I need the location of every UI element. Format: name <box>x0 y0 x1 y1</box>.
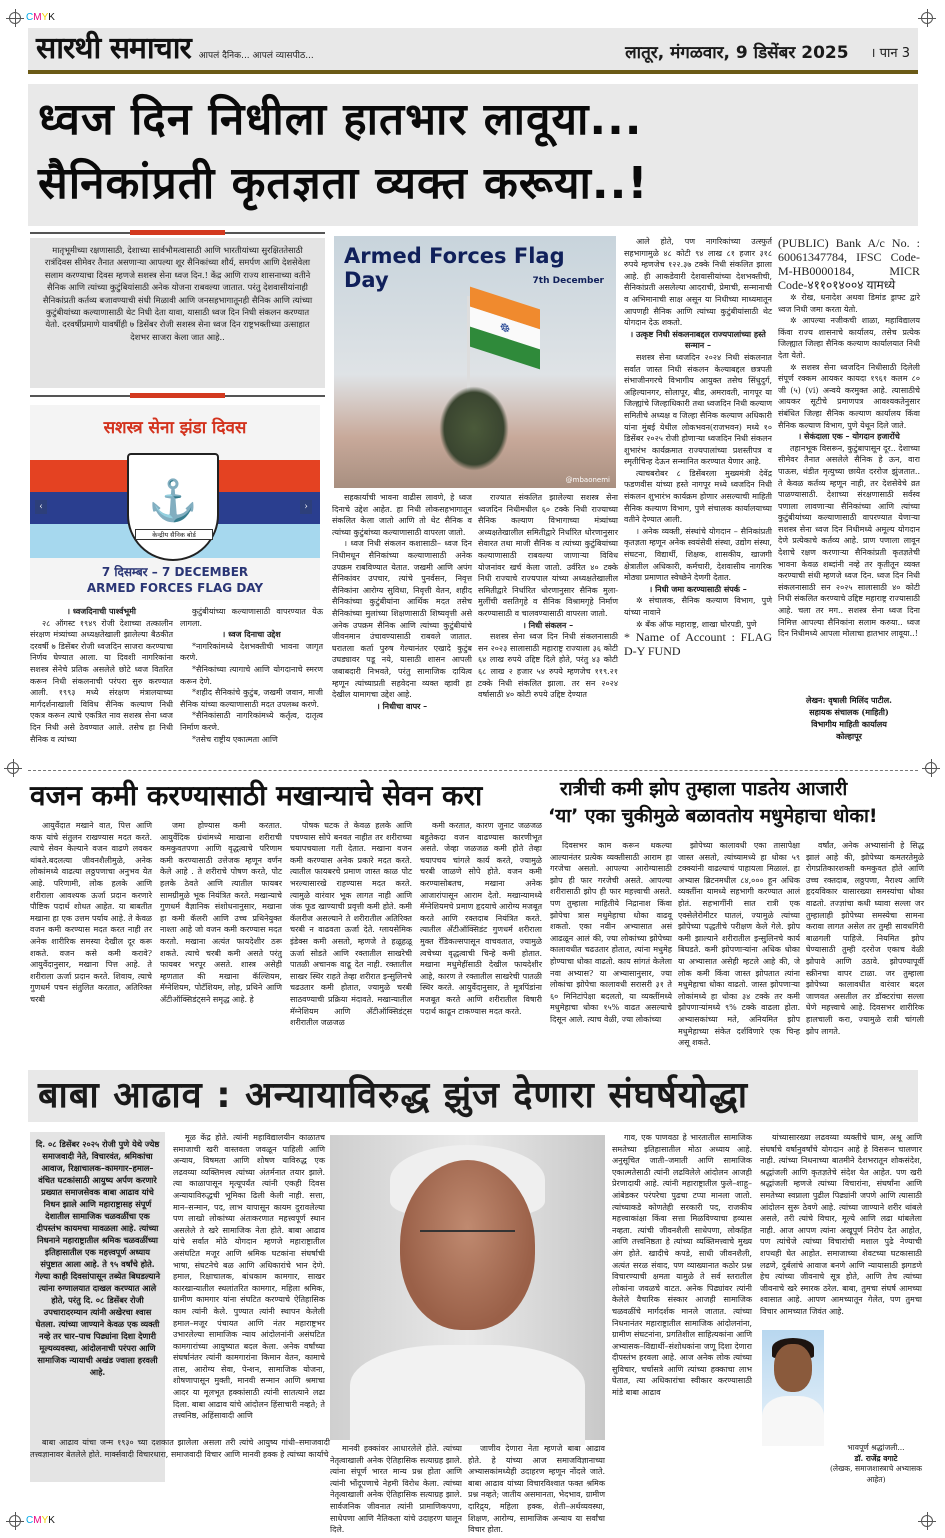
indian-flag-icon: ☸ <box>470 287 540 370</box>
article-column: वर्षांत, अनेक अभ्यासांनी हे सिद्ध झालं आहे की, झोपेच्या कमतरतेमुळे रोगप्रतिकारशक्ती कमकुवत होते आणि उच्च रक्तदाब, लठ्ठपणा, नैराश्य आणि हृदयविकार यासारख्या समस्यांचा धोका वाढतो. तज्ज्ञांचा कधी घ्यावा सल्ला जर तुम्हालाही झोपेच्या समस्येचा सामना करावा लागत असेल तर तुम्ही सावधगिरी बाळगली पाहिजे. नियमित झोप घेण्यासाठी तुम्ही दररोज एकाच वेळी झोपावे आणि उठावे. झोपण्यापूर्वी स्क्रीनचा वापर टाळा. जर तुम्हाला झोपेच्या कालावधीत वारंवार बदल जाणवत असतील तर डॉक्टरांचा सल्ला घेणे महत्त्वाचे आहे. दिवसभर शारीरिक हालचाली करा, ज्यामुळे रात्री चांगली झोप लागते. <box>806 841 924 1036</box>
paragraph: ✲ संचालक, सैनिक कल्याण विभाग, पुणे यांच्या नावाने <box>624 596 772 617</box>
flag-day-banner <box>30 405 320 600</box>
paragraph: *शहीद सैनिकांचे कुटुंब, जखमी जवान, माजी सैनिक यांच्या कल्याणासाठी मदत उपलब्ध करणे. <box>180 688 323 709</box>
paragraph: । ध्वज निधी संकलन कशासाठी– ध्वज दिन निधीमधून सैनिकांच्या कल्याणासाठी अनेक उपक्रम राबविण्यात येतात. जखमी आणि अपंग सैनिकांवर उपचार, त्यांचे पुनर्वसन, निवृत्त सैनिकांना आरोग्य सुविधा, निवृत्ती वेतन, शहीद सैनिकांच्या कुटुंबीयांना आर्थिक मदत तसेच सैनिकांच्या मुलांच्या शिक्षणासाठी शिष्यवृत्ती असे अनेक उपक्रम सैनिक आणि त्यांच्या कुटुंबीयांचे जीवनमान उंचावण्यासाठी राबवले जातात. घरातला कर्ता पुरुष गेल्यानंतर एखादे कुटुंब उघड्यावर पडू नये, यासाठी शासन आपली जबाबदारी निभवते, परंतु सामाजिक दायित्व म्हणून त्यांच्याप्रती सहवेदना व्यक्त व्हावी हा देखील यामागचा उद्देश आहे. <box>332 539 472 700</box>
paragraph: ✲ सशस्त्र सेना ध्वजदिन निधीसाठी दिलेली संपूर्ण रक्कम आयकर कायदा १९६१ कलम ८० जी (५) (vi) अन्वये करमुक्त आहे. त्यासाठीचे आयकर सूटीचे प्रमाणपत्र आवश्यकतेनुसार संबंधित जिल्हा सैनिक कल्याण कार्यालय किंवा सैनिक कल्याण विभाग, पुणे येथून दिले जाते. <box>778 362 920 430</box>
byline-author: लेखन: वृषाली मिलिंद पाटील. <box>806 695 892 705</box>
divider <box>30 232 325 234</box>
subheading: । सेकंदाला एक – योगदान हजारोंचे <box>798 431 900 442</box>
article-column: कमी करतात, कारण जुनाट जळजळ बहुतेकदा वजन वाढण्यास कारणीभूत असते. जेव्हा जळजळ कमी होते तेव्हा चयापचय चांगले कार्य करते, ज्यामुळे चरबी जाळणे सोपे होते. वजन कमी करण्यासोबतच, मखाना अनेक आजारांपासून आराम देतो. मखान्यामध्ये मॅग्नेशियमचे प्रमाण हृदयाचे आरोग्य मजबूत करते आणि रक्तदाब नियंत्रित करते. त्यातील अँटीऑक्सिडंट गुणधर्म शरीराला मुक्त रॅडिकल्सपासून वाचवतात, ज्यामुळे त्वचेच्या वृद्धत्वाची चिन्हे कमी होतात. मखाना मधुमेहींसाठी देखील फायदेशीर आहे, कारण ते रक्तातील साखरेची पातळी स्थिर करते. आयुर्वेदानुसार, ते मूत्रपिंडांना मजबूत करते आणि शरीरातील विषारी पदार्थ काढून टाकण्यास मदत करते. <box>420 821 542 1016</box>
tribute-signature <box>826 1443 926 1485</box>
subheading: । ध्वज दिनाचा उद्देश <box>222 629 281 640</box>
paragraph: *नागरिकांमध्ये देशभक्तीची भावना जागृत करणे. <box>180 641 323 663</box>
article-column <box>173 1132 325 1435</box>
registration-mark-icon <box>9 12 21 24</box>
baba-headline: बाबा आढाव : अन्यायाविरुद्ध झुंज देणारा संघर्षयोद्धा <box>38 1075 749 1116</box>
article-column: बाबा आढाव यांचा जन्म १९३० च्या दशकात झालेला असला तरी त्यांचे आयुष्य गांधी–समाजवादी तत्त्वज्ञानावर बेतलेले होते. मार्क्सवादी विचारधारा, समाजवादी विचार आणि मानवी हक्क हे त्यांच्या कार्याचे <box>30 1438 330 1459</box>
article-column: गाव, एक पाणवठा हे भारतातील सामाजिक समतेच्या इतिहासातील मोठा अध्याय आहे. अनुसूचित जाती–जमाती आणि सामाजिक एकात्मतेसाठी त्यांनी लढविलेले आंदोलन आजही प्रेरणादायी आहे. त्यांनी महाराष्ट्रातील फुले–शाहू–आंबेडकर परंपरेचा पुढचा टप्पा मानला जातो. त्यांच्याकडे कोणतेही सरकारी पद, राजकीय महत्त्वाकांक्षा किंवा सत्ता मिळविण्याचा हव्यास नव्हता. त्यांची जीवनशैली साधेपणा, लोकहित आणि तत्त्वनिष्ठता हे त्यांच्या व्यक्तिमत्त्वाचे मुख्य अंग होते. खादीचे कपडे, साधी जीवनशैली, अत्यंत सरळ संवाद, पण व्याख्यानात कठोर प्रश्न विचारण्याची क्षमता यामुळे ते सर्व स्तरातील लोकांना जवळचे वाटत. अनेक पिढ्यांवर त्यांनी केलेले वैचारिक संस्कार आजही सामाजिक चळवळींचे मार्गदर्शक मानले जातात. त्यांच्या निधनानंतर महाराष्ट्रातील सामाजिक आंदोलनांना, ग्रामीण संघटनांना, प्रगतिशील साहित्यकांना आणि अभ्यासक–विद्यार्थी–संशोधकांना जणू दिशा देणारा दीपस्तंभ हरवला आहे. आज अनेक लोक त्यांच्या सुविचार, चर्चासत्रे आणि त्यांच्या हक्काचा लाभ घेतात, त्या अधिकारांचा स्वीकार करण्यासाठी मांडे बाबा आढाव <box>612 1133 752 1398</box>
sleep-headline-2: ‘या’ एका चुकीमुळे बळावतोय मधुमेहाचा धोका! <box>548 805 878 827</box>
paragraph: सशस्त्र सेना ध्वजदिन २०२४ निधी संकलनात सर्वात जास्त निधी संकलन केल्याबद्दल छत्रपती संभाजीनगरचे विभागीय आयुक्त तसेच सिंधुदुर्ग, अहिल्यानगर, सोलापूर, बीड, अमरावती, नागपूर या जिल्ह्यांचे जिल्हाधिकारी तथा ध्वजदिन निधी कल्याण समितीचे अध्यक्ष व जिल्हा सैनिक कल्याण अधिकारी यांना मुंबई येथील लोकभवन(राजभवन) मध्ये १० डिसेंबर २०२५ रोजी होणाऱ्या ध्वजदिन निधी संकलन शुभारंभ कार्यक्रमात राज्यपालांच्या प्रशस्तीपत्र व स्मृतीचिन्ह देऊन सन्मानित करण्यात येणार आहे. <box>624 352 772 467</box>
paragraph: *तसेच राष्ट्रीय एकात्मता आणि <box>192 734 278 744</box>
photo-title: Armed Forces Flag Day <box>344 244 565 292</box>
subheading: । निधी संकलन – <box>522 619 574 630</box>
subheading: । ध्वजदिनाची पार्श्वभूमी <box>67 606 136 616</box>
paragraph: सशस्त्र सेना ध्वज दिन निधी संकलनासाठी सन २०२३ सालासाठी महाराष्ट्र राज्याला ३६ कोटी ६४ लाख रुपये उद्दिष्ट दिले होते, परंतु ४३ कोटी ६८ लाख २ हजार ५४ रुपये म्हणजेच ११९.२१ टक्के निधी संकलित झाला. तर सन २०२४ वर्षासाठी ४० कोटी रुपये उद्दिष्ट देण्यात <box>478 632 618 700</box>
article-column <box>30 606 173 766</box>
paragraph: ✲ बँक ऑफ महाराष्ट्र, शाखा घोरपडी, पुणे <box>636 619 757 629</box>
banner-hindi-title: सशस्त्र सेना झंडा दिवस <box>103 418 247 438</box>
article-column: जाणीव देणारा नेता म्हणजे बाबा आढाव होते. हे यांच्या आज समाजविज्ञानाच्या अभ्यासकांमध्येही उदाहरण म्हणून नोंदले जाते. बाबा आढाव यांच्या विचारविश्वात फक्त श्रमिक प्रश्न नव्हते; जातीय असमानता, भेदभाव, ग्रामीण दारिद्र्य, महिला हक्क, शेती–अर्थव्यवस्था, शिक्षण, आरोग्य, सामाजिक अन्याय या सर्वांचा विचार होता. <box>468 1444 605 1535</box>
paragraph: मूळ केंद्र होते. त्यांनी महाविद्यालयीन काळातच समाजाची खरी वास्तवता जवळून पाहिली आणि अन्याय, विषमता आणि शोषण याविरुद्ध एक लढवय्या व्यक्तिमत्त्व त्यांच्या अंतर्मनात तयार झाले. त्या काळापासून मृत्यूपर्यंत त्यांनी एकही दिवस अन्यायाविरुद्धची भूमिका ढिली केली नाही. सत्ता, मान–सन्मान, पद, लाभ यापासून कायम दुरावलेल्या पण लाखो लोकांच्या अंतःकरणात महत्त्वपूर्ण स्थान असलेले ते खरे सामाजिक नेता होते. बाबा आढाव यांचे सर्वात मोठे योगदान म्हणजे महाराष्ट्रातील असंघटित मजूर आणि श्रमिक घटकांना संघर्षाची भाषा, संघटनेचे बळ आणि अधिकारांचे भान देणे. हमाल, रिक्षाचालक, बांधकाम कामगार, साखर कारखान्यातील स्थलांतरित कामगार, महिला श्रमिक, ग्रामीण कामगार यांना संघटित करण्याचे ऐतिहासिक काम त्यांनी केले. पुण्यात त्यांनी स्थापन केलेली हमाल–मजूर पंचायत आणि नंतर महाराष्ट्रभर उभारलेल्या सामाजिक न्याय आंदोलनांनी असंघटित कामगारांच्या आयुष्यात बदल केला. अनेक वर्षांच्या संघर्षानंतर त्यांनी कामगारांना किमान वेतन, कामाचे तास, आरोग्य सेवा, पेन्शन, सामाजिक योजना, शोषणापासून मुक्ती, मानवी सन्मान आणि श्रमाचा आदर या मूलभूत हक्कांसाठी त्यांनी सातत्याने लढा दिला. बाबा आढाव यांचे आंदोलन हिंसाचारी नव्हते; ते तत्त्वनिष्ठ, अहिंसावादी आणि <box>173 1133 325 1421</box>
registration-mark-icon <box>925 762 937 774</box>
registration-mark-icon <box>921 1515 933 1527</box>
author-photo <box>762 1330 824 1442</box>
byline-city: कोल्हापूर <box>836 731 862 741</box>
subheading: । उत्कृष्ट निधी संकलनाबद्दल राज्यपालांच्या हस्ते सन्मान – <box>630 328 766 351</box>
photo-credit: @mbaonemi <box>565 476 610 484</box>
paragraph: सहकार्याची भावना वाढीस लावणे, हे ध्वज दिनाचे उद्देश आहेत. हा निधी लोकसहभागातून संकलित केला जातो आणि तो थेट सैनिक व त्यांच्या कुटुंबांच्या कल्याणासाठी वापरला जातो. <box>332 493 472 537</box>
article-column: दिवसभर काम करून थकल्या आल्यानंतर प्रत्येक व्यक्तीसाठी आराम हा गरजेचा असतो. आपल्या आरोग्यासाठी झोप ही फार गरजेची असते. आपल्या शरीरासाठी झोप ही फार महत्त्वाची असते. पण तुम्हाला माहितीये निद्रानाश किंवा झोपेचा त्रास मधुमेहाचा धोका वाढवू शकतो. एका नवीन अभ्यासात असं आढळून आलं की, ज्या लोकांच्या झोपेच्या कालावधीत चढउतार होतात, त्यांना मधुमेह होण्याचा धोका वाढतो. काय सांगतं केलेला नवा अभ्यास? या अभ्यासानुसार, ज्या लोकांचा झोपेचा कालावधी सरासरी ३१ ते ६० मिनिटांपेक्षा बदलतो, या व्यक्तींमध्ये मधुमेहाचा धोका १५% वाढत असल्याचे दिसून आले. त्याच वेळी, ज्या लोकांच्या <box>550 841 672 1024</box>
dateline: लातूर, मंगळवार, 9 डिसेंबर 2025 <box>625 43 849 63</box>
author-name: डॉ. राजेंद्र वगाटे <box>854 1453 898 1463</box>
cmyk-mark: CMYK <box>26 12 55 23</box>
article-column <box>478 492 618 766</box>
photo-subtitle: 7th December <box>532 276 604 286</box>
article-column: आयुर्वेदात मखाने वात, पित्त आणि कफ यांचे संतुलन राखण्यास मदत करते. त्याचे सेवन केल्याने वजन वाढणे लवकर थांबते.बदलत्या जीवनशैलीमुळे, अनेक लोकांमध्ये वाढत्या लठ्ठपणाचा अनुभव येत आहे. परिणामी, लोक हलके आणि शरीराला आवश्यक ऊर्जा प्रदान करणारे पौष्टिक पदार्थ शोधत आहेत. या बाबतीत मखाना हा एक उत्तम पर्याय आहे. ते केवळ वजन कमी करण्यास मदत करत नाही तर अनेक शारीरिक समस्या देखील दूर करू शकते. वजन कसे कमी करावे? आयुर्वेदानुसार, मखाना पित्त आहे. ते शरीराला ऊर्जा प्रदान करते. शिवाय, त्याचे गुणधर्म पचन संतुलित करतात, अतिरिक्त चरबी <box>30 821 152 1004</box>
paragraph: तहानभूक विसरून, कुटुंबापासून दूर.. देशाच्या सीमेवर तैनात असलेले सैनिक हे ऊन, वारा पाऊस, थंडीत मृत्युच्या छायेत दररोज झुंजतात.. ते केवळ कर्तव्य म्हणून नाही, तर देशसेवेचे व्रत पाळण्यासाठी. देशाच्या संरक्षणासाठी सर्वस्व पणाला लावणाऱ्या सैनिकांच्या आणि त्यांच्या कुटुंबीयांच्या कल्याणासाठी वापरण्यात येणाऱ्या सशस्त्र सेना ध्वज दिन निधीमध्ये अमूल्य योगदान देणे प्रत्येकाचे कर्तव्य आहे. प्राण पणाला लावून देशाचे रक्षण करणाऱ्या सैनिकांप्रती कृतज्ञतेची भावना केवळ शब्दांनी नव्हे तर कृतीतून व्यक्त करण्याची संधी म्हणजे ध्वज दिन. ध्वज दिन निधी संकलनासाठी सन २०२५ सालासाठी ४० कोटी निधी संकलित करण्याचे उद्दिष्ट महाराष्ट्र राज्यासाठी आहे. चला तर मग.. सशस्त्र सेना ध्वज दिना निमित्त आपल्या सैनिकांना सलाम करुया.. ध्वज दिन निधीमध्ये आपला मोलाचा हातभार लावूया..! <box>778 443 920 639</box>
baba-intro: दि. ०८ डिसेंबर २०२५ रोजी पुणे येथे ज्येष्ठ समाजवादी नेते, विचारवंत, श्रमिकांचा आवाज, रिक्षाचालक–कामगार–हमाल–वंचित घटकांसाठी आयुष्य अर्पण करणारे प्रख्यात समाजसेवक बाबा आढाव यांचे निधन झाले आणि महाराष्ट्रासह संपूर्ण देशातील सामाजिक चळवळींचा एक दीपस्तंभ कायमचा मावळला आहे. त्यांच्या निधनाने महाराष्ट्रातील श्रमिक चळवळींच्या इतिहासातील एक महत्त्वपूर्ण अध्याय संपुष्टात आला आहे. ते ९५ वर्षांचे होते. गेल्या काही दिवसांपासून तब्येत बिघडल्याने त्यांना रुग्णालयात दाखल करण्यात आले होते, परंतु दि. ०८ डिसेंबर रोजी उपचारादरम्यान त्यांनी अखेरचा श्वास घेतला. त्यांच्या जाण्याने केवळ एक व्यक्ती नव्हे तर चार–पाच पिढ्यांना दिशा देणारी मूल्यव्यवस्था, आंदोलनाची परंपरा आणि सामाजिक न्यायाची अखंड ज्वाला हरवली आहे. <box>30 1132 165 1482</box>
cmyk-mark: CMYK <box>26 1515 55 1526</box>
article-column: जमा होण्यास कमी करतात. आयुर्वेदिक ग्रंथांमध्ये माखाना शरीराची कमकुवतपणा आणि वृद्धत्वाचे परिणाम कमी करण्यासाठी उत्तेजक म्हणून वर्णन केले आहे . ते शरीराचे पोषण करते, पोट हलके ठेवते आणि त्यातील फायबर सामग्रीमुळे भूक नियंत्रित करते. मखान्याचे गुणधर्म वैज्ञानिक संशोधनानुसार, मखाना हा कमी कॅलरी आणि उच्च प्रथिनेयुक्त नाश्ता आहे जो वजन कमी करण्यास मदत करतो. मखाना अत्यंत फायदेशीर ठरू शकते. त्याचे चरबी कमी असते परंतु फायबर भरपूर असते. शास्त्र असेही म्हणतात की मखाना कॅल्शियम, मॅग्नेशियम, पोटॅशियम, लोह, प्रथिने आणि अँटीऑक्सिडंट्सने समृद्ध आहे. हे <box>160 821 282 1004</box>
tribute-text: भावपूर्ण श्रद्धांजली... <box>847 1443 905 1452</box>
page-number: । पान 3 <box>870 46 910 61</box>
byline <box>778 694 920 742</box>
account-details: * Name of Account : FLAG D-Y FUND <box>624 630 772 659</box>
article-column: यांच्यासारख्या लढवय्या व्यक्तीचे घाम, अश्रू आणि संघर्षाचे वर्षानुवर्षांचे योगदान आहे हे विसरून चालणार नाही. त्यांच्या निधनाच्या बातमीने देशभरातून शोकसंदेश, श्रद्धांजली आणि कृतज्ञतेचे संदेश येत आहेत. पण खरी श्रद्धांजली म्हणजे त्यांच्या विचारांना, संघर्षांना आणि समतेच्या स्वप्नाला पुढील पिढ्यांनी जपणे आणि त्यासाठी आंदोलन सुरू ठेवणे आहे. त्यांच्या जाण्याने शरीर थांबले असले, तरी त्यांचे विचार, मूल्ये आणि लढा थांबलेला नाही. आज आपण त्यांना अखूपूर्ण निरोप देत आहोत, पण त्यांचेजे त्यांच्या विचारांची मशाल पुढे नेण्याची शपथही घेत आहोत. समाजाच्या शेवटच्या घटकासाठी लढणे, दुर्बलांचे आवाज बनणे आणि न्यायासाठी झगडणे हेच त्यांच्या जीवनाचे सूत्र होते, आणि तेच त्यांच्या जीवनाचे खरे स्मारक ठरेल. बाबा, तुमचा संघर्ष आमच्या श्वासात आहे. आपण आमच्यातून गेलेत, पण तुमचा विचार आमच्यात जिवंत आहे. <box>760 1133 922 1316</box>
divider <box>30 395 325 397</box>
emblem-text: केन्द्रीय सैनिक बोर्ड <box>135 529 213 540</box>
article-column <box>180 606 323 766</box>
paragraph: *सैनिकांसाठी नागरिकांमध्ये कर्तृत्व, दातृत्व निर्माण करणे. <box>180 711 323 732</box>
paragraph: आले होते, पण नागरिकांच्या उत्स्फुर्त सहभागामुळे ४८ कोटी ९४ लाख ८१ हजार ३१८ रुपये म्हणजेच १२२.३७ टक्के निधी संकलित झाला आहे. ही आकडेवारी देशवासीयांच्या देशभक्तीची, सैनिकांप्रती असलेल्या आदराची, प्रेमाची, सन्मानाची व अभिमानाची साक्ष असून या निधीच्या माध्यमातून आपणही सैनिक आणि त्यांच्या कुटुंबीयांसाठी थेट योगदान देऊ शकतो. <box>624 237 772 328</box>
paragraph: *सैनिकांच्या त्यागाचे आणि योगदानाचे स्मरण करून देणे. <box>180 664 323 686</box>
lead-intro: मातृभूमीच्या रक्षणासाठी, देशाच्या सार्वभौमत्वासाठी आणि भारतीयांच्या सुरक्षिततेसाठी रात्रंदिवस सीमेवर तैनात असणाऱ्या आपल्या शूर सैनिकांच्या शौर्य, समर्पण आणि देशसेवेला सलाम करण्याचा दिवस म्हणजे सशस्त्र सेना ध्वज दिन.! केंद्र आणि राज्य शासनाच्या वतीने सैनिक आणि त्यांच्या कुटुंबियांसाठी अनेक योजना राबवल्या जातात. परंतु देशवासीयांनाही सैनिकांप्रती कर्तव्य बजावण्याची संधी मिळावी आणि जनसहभागातूनही सैनिक आणि त्यांच्या कुटुंबीयांच्या कल्याणासाठी थेट निधी देता यावा, यासाठी ध्वज दिन निधी संकलन करण्यात येतो. दरवर्षीप्रमाणे यावर्षीही ७ डिसेंबर रोजी सशस्त्र सेना ध्वज दिन राष्ट्रभक्तीच्या उत्साहात देशभर साजरा केला जात आहे.. <box>30 238 325 388</box>
divider <box>28 770 918 771</box>
makhana-headline: वजन कमी करण्यासाठी मखान्याचे सेवन करा <box>30 779 483 812</box>
masthead <box>28 28 918 70</box>
account-details: (PUBLIC) Bank A/c No. : 60061347784, IFSC Code-M-HB0000184, MICR Code-४११०१४००४ यामध्ये <box>778 236 920 292</box>
article-column: पोषक घटक ते केवळ हलके आणि पचण्यास सोपे बनवत नाहीत तर शरीराच्या चयापचयाला गती देतात. मखाना वजन कमी करण्यास अनेक प्रकारे मदत करते. त्यातील फायबरचे प्रमाण जास्त काळ पोट भरल्यासारखे राहण्यास मदत करते. त्यामुळे वारंवार भूक लागत नाही आणि जंक फूड खाण्याची प्रवृत्ती कमी होते. कमी कॅलरीज असल्याने ते शरीरातील अतिरिक्त चरबी न वाढवता ऊर्जा देते. ग्लायसेमिक इंडेक्स कमी असतो, म्हणजे ते हळूहळू ऊर्जा सोडते आणि रक्तातील साखरेची पातळी अचानक वाढू देत नाही. रक्तातील साखर स्थिर राहते तेव्हा शरीरात इन्सुलिनचे चढउतार कमी होतात, ज्यामुळे चरबी साठवण्याची प्रक्रिया मंदावते. मखान्यातील मॅग्नेशियम आणि अँटीऑक्सिडंट्स शरीरातील जळजळ <box>290 821 412 1028</box>
author-role: (लेखक, समाजशास्त्राचे अभ्यासक आहेत) <box>829 1464 923 1484</box>
byline-role: सहायक संचालक (माहिती) <box>809 707 889 717</box>
article-column <box>332 492 472 766</box>
banner-english-title: ARMED FORCES FLAG DAY <box>86 581 264 595</box>
byline-office: विभागीय माहिती कार्यालय <box>811 719 887 729</box>
newspaper-logo: सारथी समाचार <box>36 31 191 66</box>
paragraph: ✲ आपल्या नजीकची शाळा, महाविद्यालय किंवा राज्य शासनाचे कार्यालय, तसेच प्रत्येक जिल्ह्यात जिल्हा सैनिक कल्याण कार्यालयात निधी देता येतो. <box>778 316 920 360</box>
lead-headline <box>28 84 918 226</box>
baba-headline-box <box>28 1070 918 1122</box>
banner-date: 7 दिसम्बर – 7 DECEMBER <box>101 565 249 579</box>
paragraph: कुटुंबीयांच्या कल्याणासाठी वापरण्यात येऊ लागला. <box>180 607 323 628</box>
headline-line-1: ध्वज दिन निधीला हातभार लावूया... <box>38 94 643 145</box>
paragraph: २८ ऑगस्ट १९४९ रोजी देशाच्या तत्कालीन संरक्षण मंत्र्यांच्या अध्यक्षतेखाली झालेल्या बैठकीत दरवर्षी ७ डिसेंबर रोजी ध्वजदिन साजरा करण्याचा निर्णय घेण्यात आला. या दिवशी नागरिकांना सशस्त्र सेनेचे प्रतिक असलेले छोटे ध्वज वितरित करून निधी संकलनाची परंपरा सुरु करण्यात आली. १९९३ मध्ये संरक्षण मंत्रालयाच्या मार्गदर्शनाखाली विविध सैनिक कल्याण निधी एकत्र करून त्याचे एकत्रित नाव सशस्त्र सेना ध्वज दिन निधी असे ठेवण्यात आले. तसेच हा निधी सैनिक व त्यांच्या <box>30 618 173 744</box>
headline-line-2: सैनिकांप्रती कृतज्ञता व्यक्त करूया..! <box>38 158 649 209</box>
flag-day-photo <box>334 236 616 488</box>
soldiers-image <box>439 386 509 471</box>
article-column <box>778 236 920 691</box>
carousel-prev-button[interactable]: ‹ <box>35 500 47 514</box>
subheading: । निधीचा वापर – <box>376 700 428 711</box>
article-column <box>624 236 772 766</box>
tagline: आपलं दैनिक... आपलं व्यासपीठ... <box>198 51 314 61</box>
registration-mark-icon <box>7 762 19 774</box>
sleep-headline-1: रात्रीची कमी झोप तुम्हाला पाडतेय आजारी <box>560 778 848 800</box>
carousel-next-button[interactable]: › <box>300 500 312 514</box>
registration-mark-icon <box>921 12 933 24</box>
subheading: । निधी जमा करण्यासाठी संपर्क – <box>649 583 747 594</box>
emblem-icon: ⚓ केन्द्रीय सैनिक बोर्ड <box>127 453 219 561</box>
baba-adhav-photo <box>330 1135 605 1440</box>
paragraph: त्याचबरोबर ८ डिसेंबरला मुख्यमंत्री देवेंद्र फडणवीस यांच्या हस्ते नागपूर मध्ये ध्वजदिन निधी संकलन शुभारंभ कार्यक्रम होणार असल्याची माहिती सैनिक कल्याण विभाग, पुणे संचालक कार्यालयाच्या वतीने देण्यात आली. <box>624 468 772 525</box>
paragraph: । अनेक व्यक्ती, संस्थांचे योगदान – सैनिकांप्रती कृतज्ञता म्हणून अनेक स्वयंसेवी संस्था, उद्योग संस्था, संघटना, विद्यार्थी, शिक्षक, शासकीय, खाजगी क्षेत्रातील अधिकारी, कर्मचारी, देशवासीय नागरिक मोठ्या प्रमाणात स्वेच्छेने देणगी देतात. <box>624 526 772 583</box>
registration-mark-icon <box>9 1515 21 1527</box>
article-column: झोपेच्या कालावधी एका तासापेक्षा जास्त असतो, त्यांच्यामध्ये हा धोका ५९ टक्क्यांनी वाढल्याचं पाहायला मिळालं. हा अभ्यास ब्रिटनमधील ८४,००० हून अधिक व्यक्तींना यामध्ये सहभागी करण्यात आलं होतं. सहभागींनी सात रात्री एक एक्सेलेरोमीटर घातलं, ज्यामुळे त्यांच्या झोपेच्या पद्धतीचे परीक्षण केले गेले. झोप कमी झाल्याने शरीरातील इन्सुलिनचे कार्य बिघडते. कमी झोपणाऱ्यांना अधिक धोका या अभ्यासात असेही म्हटले आहे की, जे लोक कमी किंवा जास्त झोपतात त्यांना मधुमेहाचा धोका वाढतो. जास्त झोपणाऱ्या लोकांमध्ये हा धोका ३४ टक्के तर कमी झोपणाऱ्यांमध्ये ९% टक्के वाढला होता. अभ्यासकांच्या मते, अनियमित झोप मधुमेहाच्या संकेत दर्शविणारे एक चिन्ह असू शकते. <box>678 841 800 1048</box>
divider <box>28 70 918 74</box>
article-column: मानवी हक्कांवर आधारलेले होते. त्यांच्या नेतृत्वाखाली अनेक ऐतिहासिक सत्याग्रह झाले. त्यांना संपूर्ण भारत मान्य प्रश्न होता आणि त्यांनी भोंदूपणाचे नेहमी विरोध केला. त्यांच्या नेतृत्वाखाली अनेक ऐतिहासिक सत्याग्रह झाले. सार्वजनिक जीवनात त्यांनी प्रामाणिकपणा, साधेपणा आणि नैतिकता यांचे उदाहरण घालून दिले. <box>330 1444 462 1535</box>
paragraph: ✲ रोख, धनादेश अथवा डिमांड ड्राफ्ट द्वारे ध्वज निधी जमा करता येतो. <box>778 293 920 314</box>
paragraph: राज्यात संकलित झालेल्या सशस्त्र सेना ध्वजदिन निधीमधील ६० टक्के निधी राज्याच्या सैनिक कल्याण विभागाच्या मंत्र्यांच्या अध्यक्षतेखालील समितीद्वारे निर्धारित धोरणानुसार सेवारत तथा माजी सैनिक व त्यांच्या कुटुंबियांच्या कल्याणासाठी राबवल्या जाणाऱ्या विविध योजनांवर खर्च केला जातो. उर्वरित ४० टक्के निधी राज्याचे राज्यपाल यांच्या अध्यक्षतेखालील समितीद्वारे निर्धारित धोरणानुसार सैनिक मुला-मुलींची वसतिगृहे व सैनिक विश्रामगृहे निर्माण करण्यासाठी व चालवण्यासाठी वापरला जातो. <box>478 493 618 618</box>
